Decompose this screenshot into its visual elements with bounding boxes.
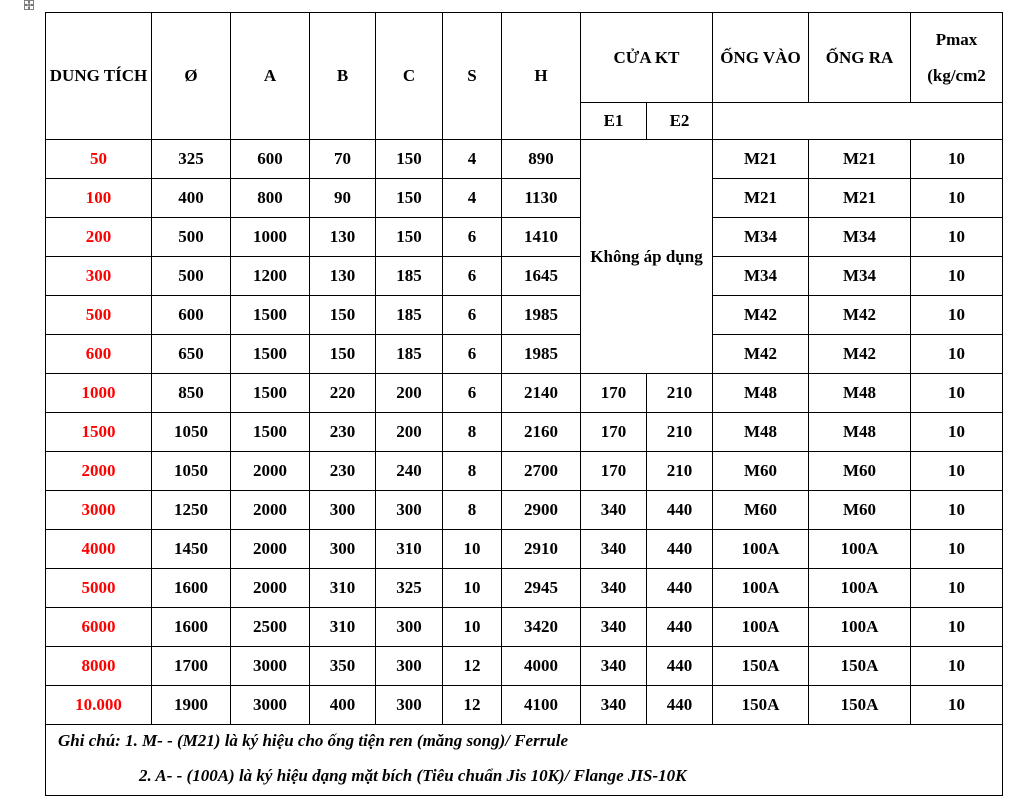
cell-diameter: 500 bbox=[152, 218, 231, 257]
cell-diameter: 1450 bbox=[152, 530, 231, 569]
cell-s: 6 bbox=[443, 335, 502, 374]
cell-b: 400 bbox=[310, 686, 376, 725]
table-row bbox=[46, 296, 1003, 335]
cell-ong-ra: M42 bbox=[809, 296, 911, 335]
cell-h: 1645 bbox=[502, 257, 581, 296]
cell-pmax: 10 bbox=[911, 491, 1003, 530]
cell-c: 300 bbox=[376, 686, 443, 725]
cell-c: 150 bbox=[376, 218, 443, 257]
cell-dung-tich: 1500 bbox=[46, 413, 152, 452]
cell-ong-ra: 150A bbox=[809, 686, 911, 725]
notes-cell bbox=[46, 725, 1003, 796]
cell-pmax: 10 bbox=[911, 686, 1003, 725]
cell-h: 4100 bbox=[502, 686, 581, 725]
cell-e1: 340 bbox=[581, 530, 647, 569]
cell-ong-ra: M48 bbox=[809, 413, 911, 452]
cell-c: 185 bbox=[376, 257, 443, 296]
cell-s: 12 bbox=[443, 647, 502, 686]
cell-h: 890 bbox=[502, 140, 581, 179]
cell-ong-ra: M42 bbox=[809, 335, 911, 374]
table-body bbox=[46, 140, 1003, 725]
cell-s: 8 bbox=[443, 413, 502, 452]
cell-a: 600 bbox=[231, 140, 310, 179]
table-row bbox=[46, 569, 1003, 608]
cell-dung-tich: 6000 bbox=[46, 608, 152, 647]
cell-ong-ra: M34 bbox=[809, 257, 911, 296]
cell-ong-ra: M21 bbox=[809, 179, 911, 218]
header-ong-ra: ỐNG RA bbox=[809, 13, 911, 103]
cell-s: 8 bbox=[443, 452, 502, 491]
cell-dung-tich: 300 bbox=[46, 257, 152, 296]
header-blank bbox=[713, 103, 1003, 140]
note-line-2: 2. A- - (100A) là ký hiệu dạng mặt bích (Tiêu chuẩn Jis 10K)/ Flange JIS-10K bbox=[139, 766, 687, 785]
cell-b: 130 bbox=[310, 218, 376, 257]
cell-ong-vao: M48 bbox=[713, 374, 809, 413]
cell-diameter: 650 bbox=[152, 335, 231, 374]
cell-b: 310 bbox=[310, 569, 376, 608]
cell-ong-vao: M48 bbox=[713, 413, 809, 452]
cell-e2: 210 bbox=[647, 374, 713, 413]
cell-e1: 170 bbox=[581, 374, 647, 413]
header-a: A bbox=[231, 13, 310, 140]
cell-diameter: 1900 bbox=[152, 686, 231, 725]
table-row bbox=[46, 452, 1003, 491]
cell-e1: 340 bbox=[581, 647, 647, 686]
cell-pmax: 10 bbox=[911, 608, 1003, 647]
cell-dung-tich: 8000 bbox=[46, 647, 152, 686]
cell-c: 300 bbox=[376, 608, 443, 647]
cell-ong-ra: M60 bbox=[809, 452, 911, 491]
header-cua-kt: CỬA KT bbox=[581, 13, 713, 103]
cell-ong-ra: 100A bbox=[809, 530, 911, 569]
cell-dung-tich: 10.000 bbox=[46, 686, 152, 725]
cell-a: 3000 bbox=[231, 686, 310, 725]
header-s: S bbox=[443, 13, 502, 140]
cell-ong-ra: 100A bbox=[809, 569, 911, 608]
cell-e2: 440 bbox=[647, 491, 713, 530]
cell-c: 200 bbox=[376, 374, 443, 413]
cell-pmax: 10 bbox=[911, 374, 1003, 413]
header-ong-vao: ỐNG VÀO bbox=[713, 13, 809, 103]
cell-a: 2000 bbox=[231, 530, 310, 569]
cell-a: 1200 bbox=[231, 257, 310, 296]
cell-e2: 210 bbox=[647, 452, 713, 491]
cell-a: 2500 bbox=[231, 608, 310, 647]
cell-s: 8 bbox=[443, 491, 502, 530]
table-row bbox=[46, 257, 1003, 296]
cell-dung-tich: 100 bbox=[46, 179, 152, 218]
table-row bbox=[46, 608, 1003, 647]
cell-a: 3000 bbox=[231, 647, 310, 686]
cell-ong-vao: M60 bbox=[713, 491, 809, 530]
cell-a: 2000 bbox=[231, 491, 310, 530]
header-c: C bbox=[376, 13, 443, 140]
cell-pmax: 10 bbox=[911, 569, 1003, 608]
table-row bbox=[46, 413, 1003, 452]
cell-b: 300 bbox=[310, 530, 376, 569]
cell-ong-vao: M34 bbox=[713, 218, 809, 257]
cell-h: 1985 bbox=[502, 296, 581, 335]
cell-a: 1500 bbox=[231, 296, 310, 335]
cell-c: 150 bbox=[376, 140, 443, 179]
cell-diameter: 1050 bbox=[152, 452, 231, 491]
cell-e1: 340 bbox=[581, 686, 647, 725]
cell-h: 2140 bbox=[502, 374, 581, 413]
cell-diameter: 1050 bbox=[152, 413, 231, 452]
cell-dung-tich: 3000 bbox=[46, 491, 152, 530]
table-row bbox=[46, 686, 1003, 725]
cell-e1: 340 bbox=[581, 569, 647, 608]
cell-s: 12 bbox=[443, 686, 502, 725]
cell-a: 2000 bbox=[231, 569, 310, 608]
cell-b: 150 bbox=[310, 296, 376, 335]
cell-diameter: 1250 bbox=[152, 491, 231, 530]
cell-e2: 440 bbox=[647, 647, 713, 686]
cell-diameter: 850 bbox=[152, 374, 231, 413]
cell-ong-vao: M34 bbox=[713, 257, 809, 296]
cell-ong-vao: 100A bbox=[713, 569, 809, 608]
cell-s: 6 bbox=[443, 218, 502, 257]
cell-e2: 440 bbox=[647, 530, 713, 569]
cell-c: 240 bbox=[376, 452, 443, 491]
cell-e2: 440 bbox=[647, 686, 713, 725]
cell-ong-vao: M42 bbox=[713, 296, 809, 335]
cell-c: 185 bbox=[376, 335, 443, 374]
cell-b: 90 bbox=[310, 179, 376, 218]
cell-pmax: 10 bbox=[911, 140, 1003, 179]
cell-s: 6 bbox=[443, 257, 502, 296]
cell-c: 300 bbox=[376, 647, 443, 686]
cell-h: 3420 bbox=[502, 608, 581, 647]
cell-cua-kt-not-applicable: Không áp dụng bbox=[581, 140, 713, 374]
cell-pmax: 10 bbox=[911, 452, 1003, 491]
cell-diameter: 600 bbox=[152, 296, 231, 335]
cell-h: 2160 bbox=[502, 413, 581, 452]
table-row bbox=[46, 374, 1003, 413]
cell-b: 310 bbox=[310, 608, 376, 647]
cell-ong-ra: M34 bbox=[809, 218, 911, 257]
cell-b: 350 bbox=[310, 647, 376, 686]
cell-dung-tich: 5000 bbox=[46, 569, 152, 608]
cell-e1: 340 bbox=[581, 608, 647, 647]
cell-h: 1410 bbox=[502, 218, 581, 257]
cell-dung-tich: 200 bbox=[46, 218, 152, 257]
cell-h: 4000 bbox=[502, 647, 581, 686]
cell-s: 10 bbox=[443, 569, 502, 608]
cell-c: 150 bbox=[376, 179, 443, 218]
cell-h: 2910 bbox=[502, 530, 581, 569]
cell-pmax: 10 bbox=[911, 257, 1003, 296]
cell-h: 1985 bbox=[502, 335, 581, 374]
cell-diameter: 1600 bbox=[152, 608, 231, 647]
cell-pmax: 10 bbox=[911, 647, 1003, 686]
cell-dung-tich: 1000 bbox=[46, 374, 152, 413]
header-dung-tich: DUNG TÍCH bbox=[46, 13, 152, 140]
cell-a: 1500 bbox=[231, 374, 310, 413]
cell-c: 200 bbox=[376, 413, 443, 452]
cell-b: 70 bbox=[310, 140, 376, 179]
header-b: B bbox=[310, 13, 376, 140]
cell-s: 10 bbox=[443, 608, 502, 647]
table-row bbox=[46, 335, 1003, 374]
cell-a: 1500 bbox=[231, 413, 310, 452]
move-cross-icon bbox=[25, 1, 33, 9]
cell-e1: 340 bbox=[581, 491, 647, 530]
cell-e2: 440 bbox=[647, 569, 713, 608]
table-move-handle[interactable] bbox=[24, 0, 34, 10]
table-row bbox=[46, 218, 1003, 257]
cell-b: 230 bbox=[310, 413, 376, 452]
cell-b: 300 bbox=[310, 491, 376, 530]
cell-ong-vao: M60 bbox=[713, 452, 809, 491]
cell-ong-vao: M42 bbox=[713, 335, 809, 374]
header-pmax: Pmax (kg/cm2 bbox=[911, 13, 1003, 103]
table-row bbox=[46, 140, 1003, 179]
table-row bbox=[46, 530, 1003, 569]
cell-dung-tich: 600 bbox=[46, 335, 152, 374]
cell-ong-vao: 150A bbox=[713, 686, 809, 725]
cell-ong-ra: M60 bbox=[809, 491, 911, 530]
header-diameter: Ø bbox=[152, 13, 231, 140]
note-line-1: Ghi chú: 1. M- - (M21) là ký hiệu cho ống tiện ren (măng song)/ Ferrule bbox=[58, 731, 569, 750]
cell-s: 6 bbox=[443, 296, 502, 335]
cell-ong-ra: 100A bbox=[809, 608, 911, 647]
cell-diameter: 500 bbox=[152, 257, 231, 296]
cell-pmax: 10 bbox=[911, 296, 1003, 335]
cell-ong-vao: M21 bbox=[713, 179, 809, 218]
cell-ong-ra: 150A bbox=[809, 647, 911, 686]
table-row bbox=[46, 491, 1003, 530]
cell-ong-vao: M21 bbox=[713, 140, 809, 179]
cell-e1: 170 bbox=[581, 452, 647, 491]
cell-ong-vao: 100A bbox=[713, 608, 809, 647]
table-row bbox=[46, 179, 1003, 218]
cell-ong-vao: 100A bbox=[713, 530, 809, 569]
cell-b: 130 bbox=[310, 257, 376, 296]
cell-c: 185 bbox=[376, 296, 443, 335]
cell-pmax: 10 bbox=[911, 335, 1003, 374]
cell-diameter: 400 bbox=[152, 179, 231, 218]
cell-h: 2945 bbox=[502, 569, 581, 608]
cell-s: 4 bbox=[443, 179, 502, 218]
cell-pmax: 10 bbox=[911, 218, 1003, 257]
header-e2: E2 bbox=[647, 103, 713, 140]
cell-c: 325 bbox=[376, 569, 443, 608]
cell-dung-tich: 4000 bbox=[46, 530, 152, 569]
cell-h: 2700 bbox=[502, 452, 581, 491]
cell-b: 220 bbox=[310, 374, 376, 413]
cell-diameter: 325 bbox=[152, 140, 231, 179]
header-h: H bbox=[502, 13, 581, 140]
cell-diameter: 1700 bbox=[152, 647, 231, 686]
cell-e2: 210 bbox=[647, 413, 713, 452]
cell-diameter: 1600 bbox=[152, 569, 231, 608]
cell-s: 4 bbox=[443, 140, 502, 179]
spec-table bbox=[45, 12, 1003, 796]
cell-c: 300 bbox=[376, 491, 443, 530]
cell-e1: 170 bbox=[581, 413, 647, 452]
cell-b: 150 bbox=[310, 335, 376, 374]
header-e1: E1 bbox=[581, 103, 647, 140]
cell-h: 2900 bbox=[502, 491, 581, 530]
cell-s: 10 bbox=[443, 530, 502, 569]
cell-ong-vao: 150A bbox=[713, 647, 809, 686]
cell-e2: 440 bbox=[647, 608, 713, 647]
table-row bbox=[46, 647, 1003, 686]
cell-dung-tich: 50 bbox=[46, 140, 152, 179]
cell-ong-ra: M48 bbox=[809, 374, 911, 413]
cell-pmax: 10 bbox=[911, 413, 1003, 452]
cell-a: 800 bbox=[231, 179, 310, 218]
cell-pmax: 10 bbox=[911, 179, 1003, 218]
cell-dung-tich: 2000 bbox=[46, 452, 152, 491]
cell-s: 6 bbox=[443, 374, 502, 413]
cell-c: 310 bbox=[376, 530, 443, 569]
cell-h: 1130 bbox=[502, 179, 581, 218]
cell-dung-tich: 500 bbox=[46, 296, 152, 335]
cell-pmax: 10 bbox=[911, 530, 1003, 569]
cell-a: 2000 bbox=[231, 452, 310, 491]
cell-a: 1000 bbox=[231, 218, 310, 257]
cell-a: 1500 bbox=[231, 335, 310, 374]
cell-ong-ra: M21 bbox=[809, 140, 911, 179]
cell-b: 230 bbox=[310, 452, 376, 491]
